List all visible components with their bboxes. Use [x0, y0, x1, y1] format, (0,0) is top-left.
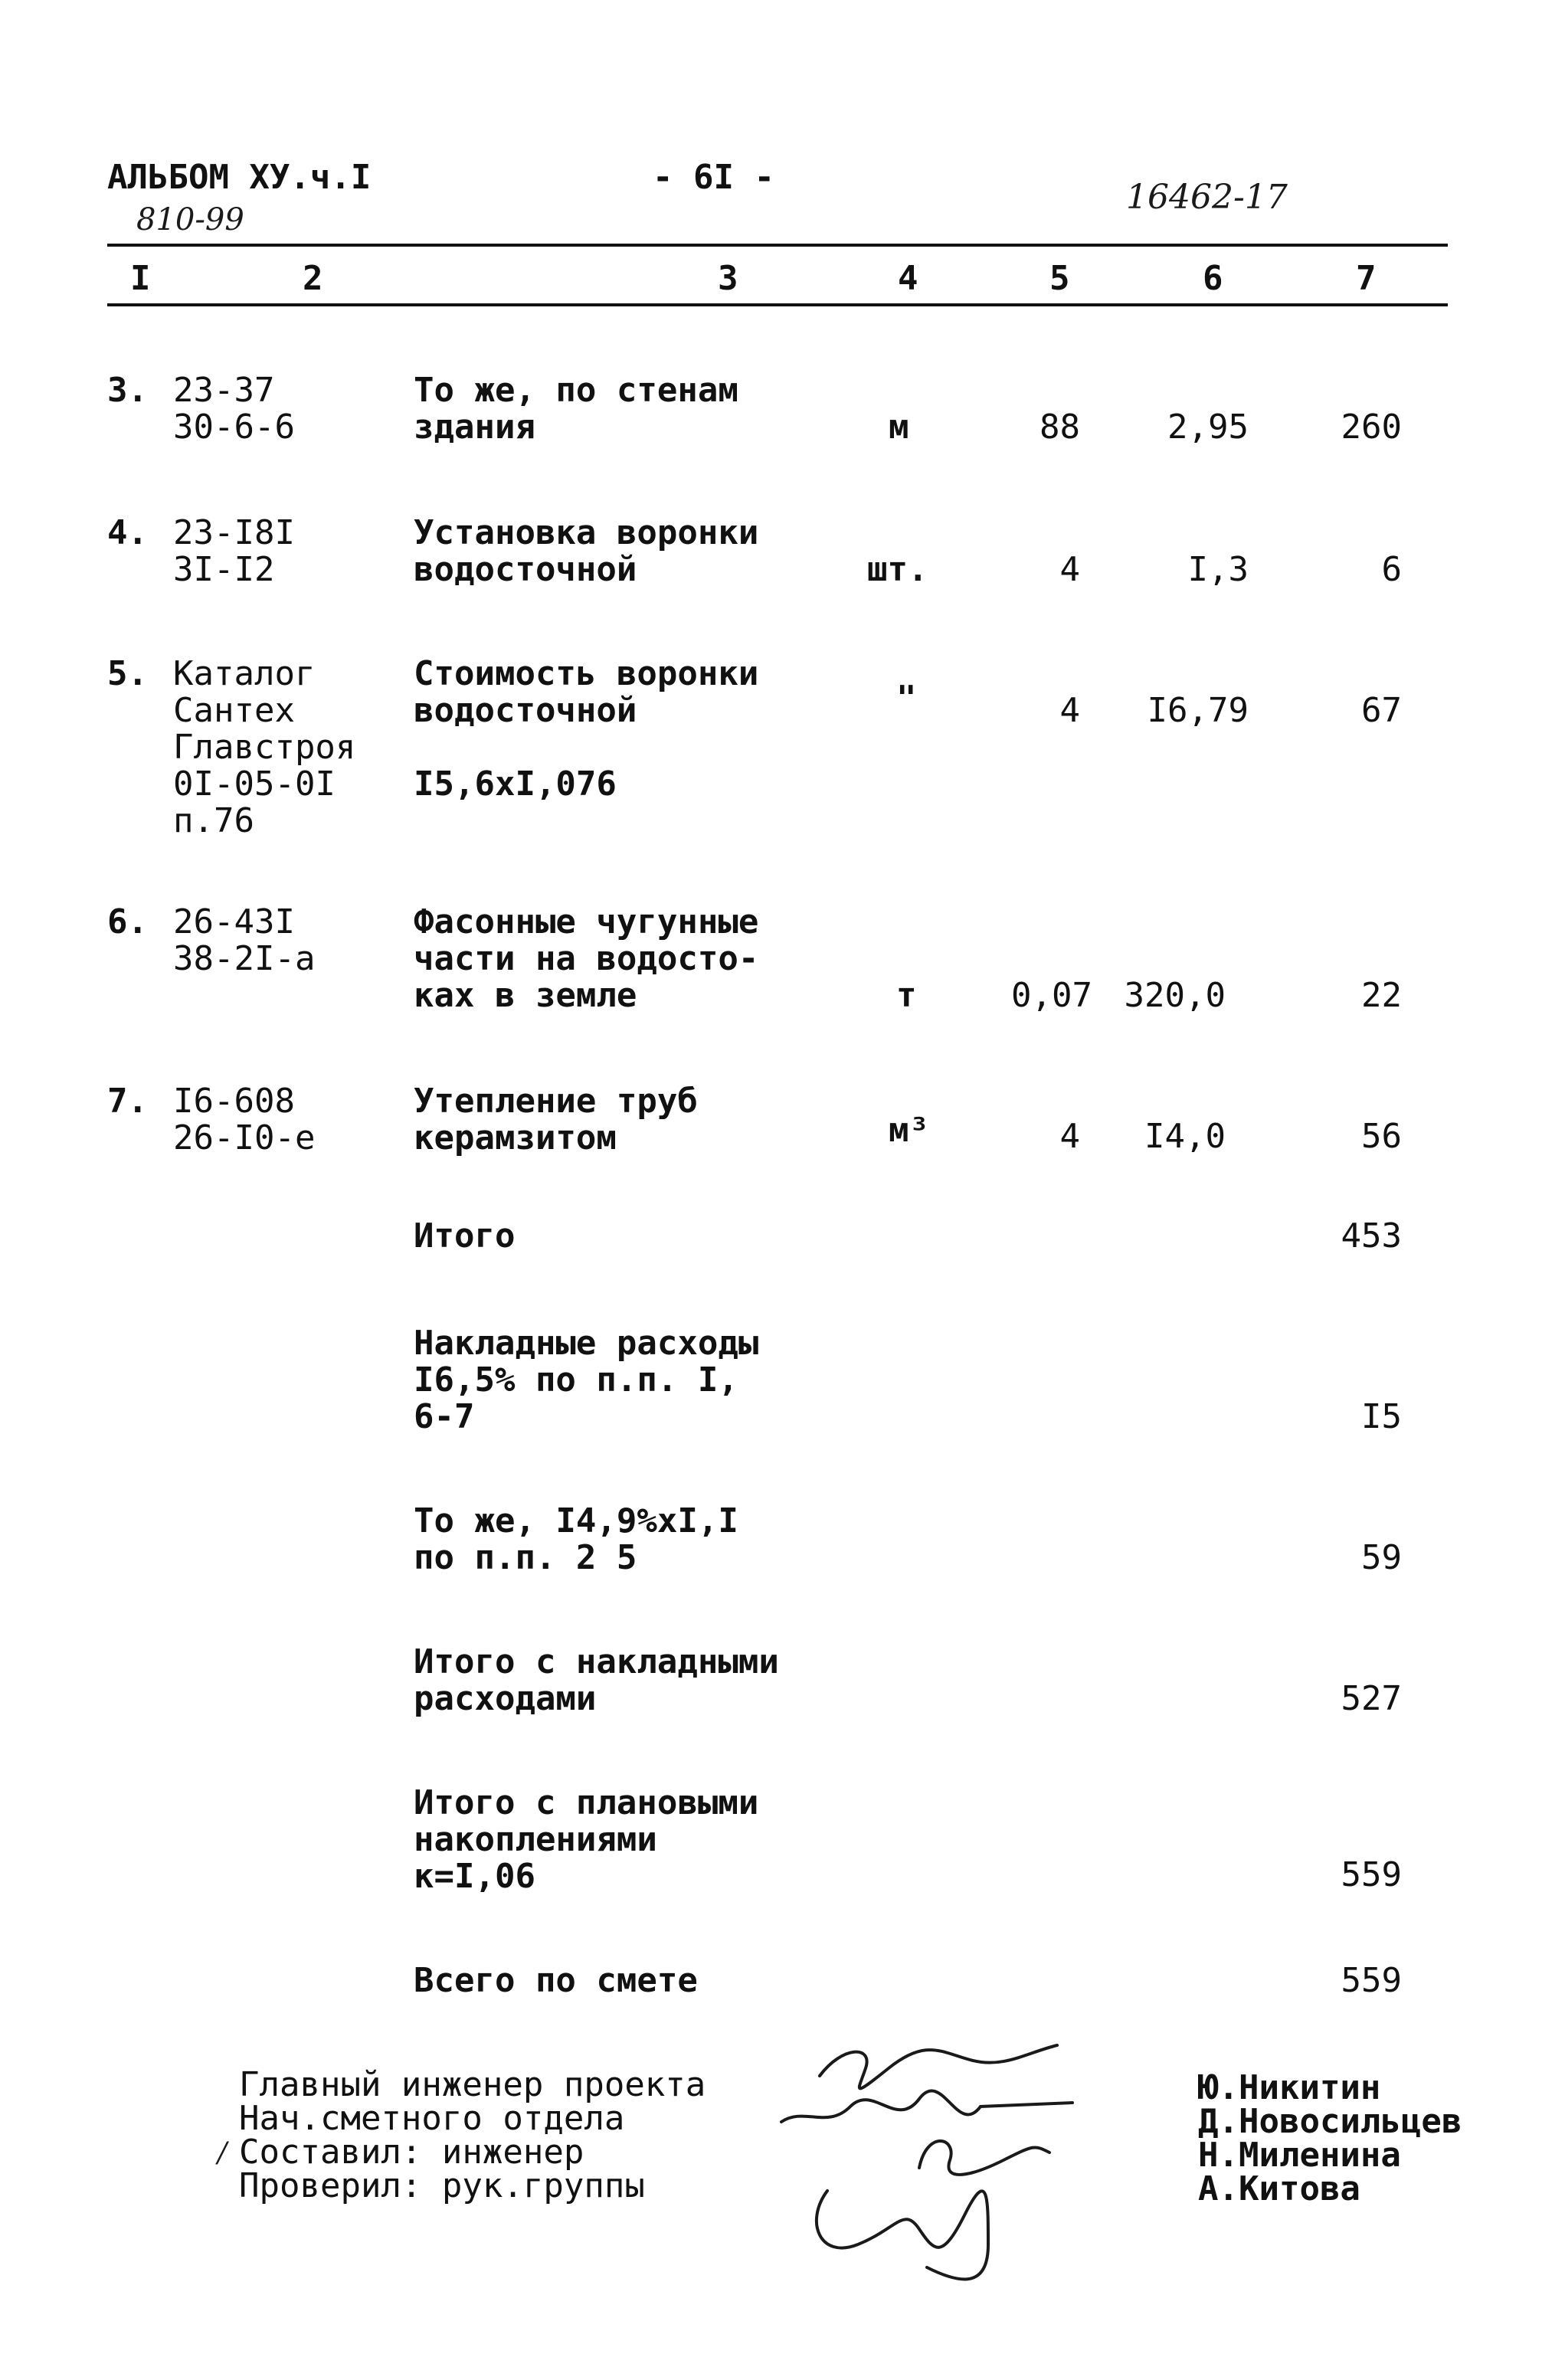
- row-unit-price: I4,0: [1144, 1117, 1226, 1156]
- row-quantity: 4: [1059, 691, 1080, 730]
- row-total: 22: [1361, 976, 1402, 1015]
- row-description: Фасонные чугунные части на водосто- ках в земле: [414, 902, 759, 1015]
- row-total: 67: [1361, 691, 1402, 730]
- header-rule-bottom: [107, 303, 1448, 306]
- row-code: 26-43I 38-2I-а: [173, 902, 316, 978]
- signature-role: Главный инженер проекта: [239, 2065, 706, 2104]
- row-description: Стоимость воронки водосточной I5,6xI,076: [414, 654, 759, 804]
- handwritten-archive-number: 810-99: [136, 202, 244, 237]
- row-unit: ": [896, 679, 917, 718]
- page-number: - 6I -: [653, 158, 774, 197]
- signature-name: Ю.Никитин: [1198, 2068, 1381, 2107]
- row-unit: т: [896, 976, 917, 1015]
- row-quantity: 4: [1059, 550, 1080, 589]
- total-label: То же, I4,9%xI,I по п.п. 2 5: [414, 1501, 738, 1577]
- signature-2: [781, 2090, 1072, 2122]
- signature-role: Нач.сметного отдела: [239, 2099, 625, 2138]
- row-index: 5.: [107, 654, 148, 693]
- total-value: 559: [1341, 1855, 1402, 1894]
- row-description: То же, по стенам здания: [414, 371, 738, 447]
- column-number-3: 3: [718, 259, 738, 298]
- total-value: 559: [1341, 1961, 1402, 2000]
- row-index: 6.: [107, 902, 148, 941]
- signature-4: [817, 2191, 988, 2279]
- row-unit-price: I,3: [1187, 550, 1249, 589]
- margin-mark: /: [218, 2137, 228, 2169]
- album-title: АЛЬБОМ XУ.ч.I: [107, 158, 372, 197]
- signature-name: Д.Новосильцев: [1198, 2102, 1462, 2141]
- total-label: Итого с накладными расходами: [414, 1642, 779, 1718]
- row-code: Каталог Сантех Главстроя 0I-05-0I п.76: [173, 654, 356, 840]
- column-number-2: 2: [303, 259, 323, 298]
- signature-name: А.Китова: [1198, 2169, 1360, 2208]
- column-number-1: I: [130, 259, 151, 298]
- row-code: I6-608 26-I0-е: [173, 1082, 316, 1157]
- total-value: 453: [1341, 1216, 1402, 1255]
- signature-role: Проверил: рук.группы: [239, 2166, 645, 2205]
- row-total: 6: [1381, 550, 1402, 589]
- row-description: Установка воронки водосточной: [414, 513, 759, 589]
- row-unit: м³: [889, 1111, 929, 1150]
- total-label: Итого: [414, 1216, 516, 1255]
- row-unit-price: I6,79: [1147, 691, 1249, 730]
- total-label: Итого с плановыми накоплениями к=I,06: [414, 1783, 759, 1896]
- row-total: 56: [1361, 1117, 1402, 1156]
- total-value: 527: [1341, 1679, 1402, 1718]
- signature-1: [820, 2045, 1057, 2088]
- column-number-5: 5: [1049, 259, 1070, 298]
- row-unit: м: [889, 408, 909, 447]
- row-code: 23-I8I 3I-I2: [173, 513, 295, 589]
- row-description: Утепление труб керамзитом: [414, 1082, 698, 1157]
- row-quantity: 88: [1040, 408, 1080, 447]
- row-unit-price: 2,95: [1167, 408, 1249, 447]
- column-number-6: 6: [1203, 259, 1223, 298]
- handwritten-signatures: [774, 2015, 1141, 2290]
- total-value: 59: [1361, 1538, 1402, 1577]
- signature-role: Составил: инженер: [239, 2133, 584, 2172]
- column-number-7: 7: [1356, 259, 1377, 298]
- row-code: 23-37 30-6-6: [173, 371, 295, 447]
- row-unit-price: 320,0: [1124, 976, 1226, 1015]
- row-unit: шт.: [867, 550, 928, 589]
- signature-3: [919, 2141, 1049, 2175]
- handwritten-document-number: 16462-17: [1126, 178, 1288, 217]
- row-index: 3.: [107, 371, 148, 410]
- row-quantity: 4: [1059, 1117, 1080, 1156]
- signature-name: Н.Миленина: [1198, 2136, 1401, 2175]
- header-rule-top: [107, 244, 1448, 247]
- row-quantity: 0,07: [1011, 976, 1092, 1015]
- total-label: Всего по смете: [414, 1961, 698, 2000]
- row-index: 4.: [107, 513, 148, 552]
- total-label: Накладные расходы I6,5% по п.п. I, 6-7: [414, 1324, 759, 1436]
- total-value: I5: [1361, 1397, 1402, 1436]
- row-index: 7.: [107, 1082, 148, 1121]
- column-number-4: 4: [898, 259, 918, 298]
- row-total: 260: [1341, 408, 1402, 447]
